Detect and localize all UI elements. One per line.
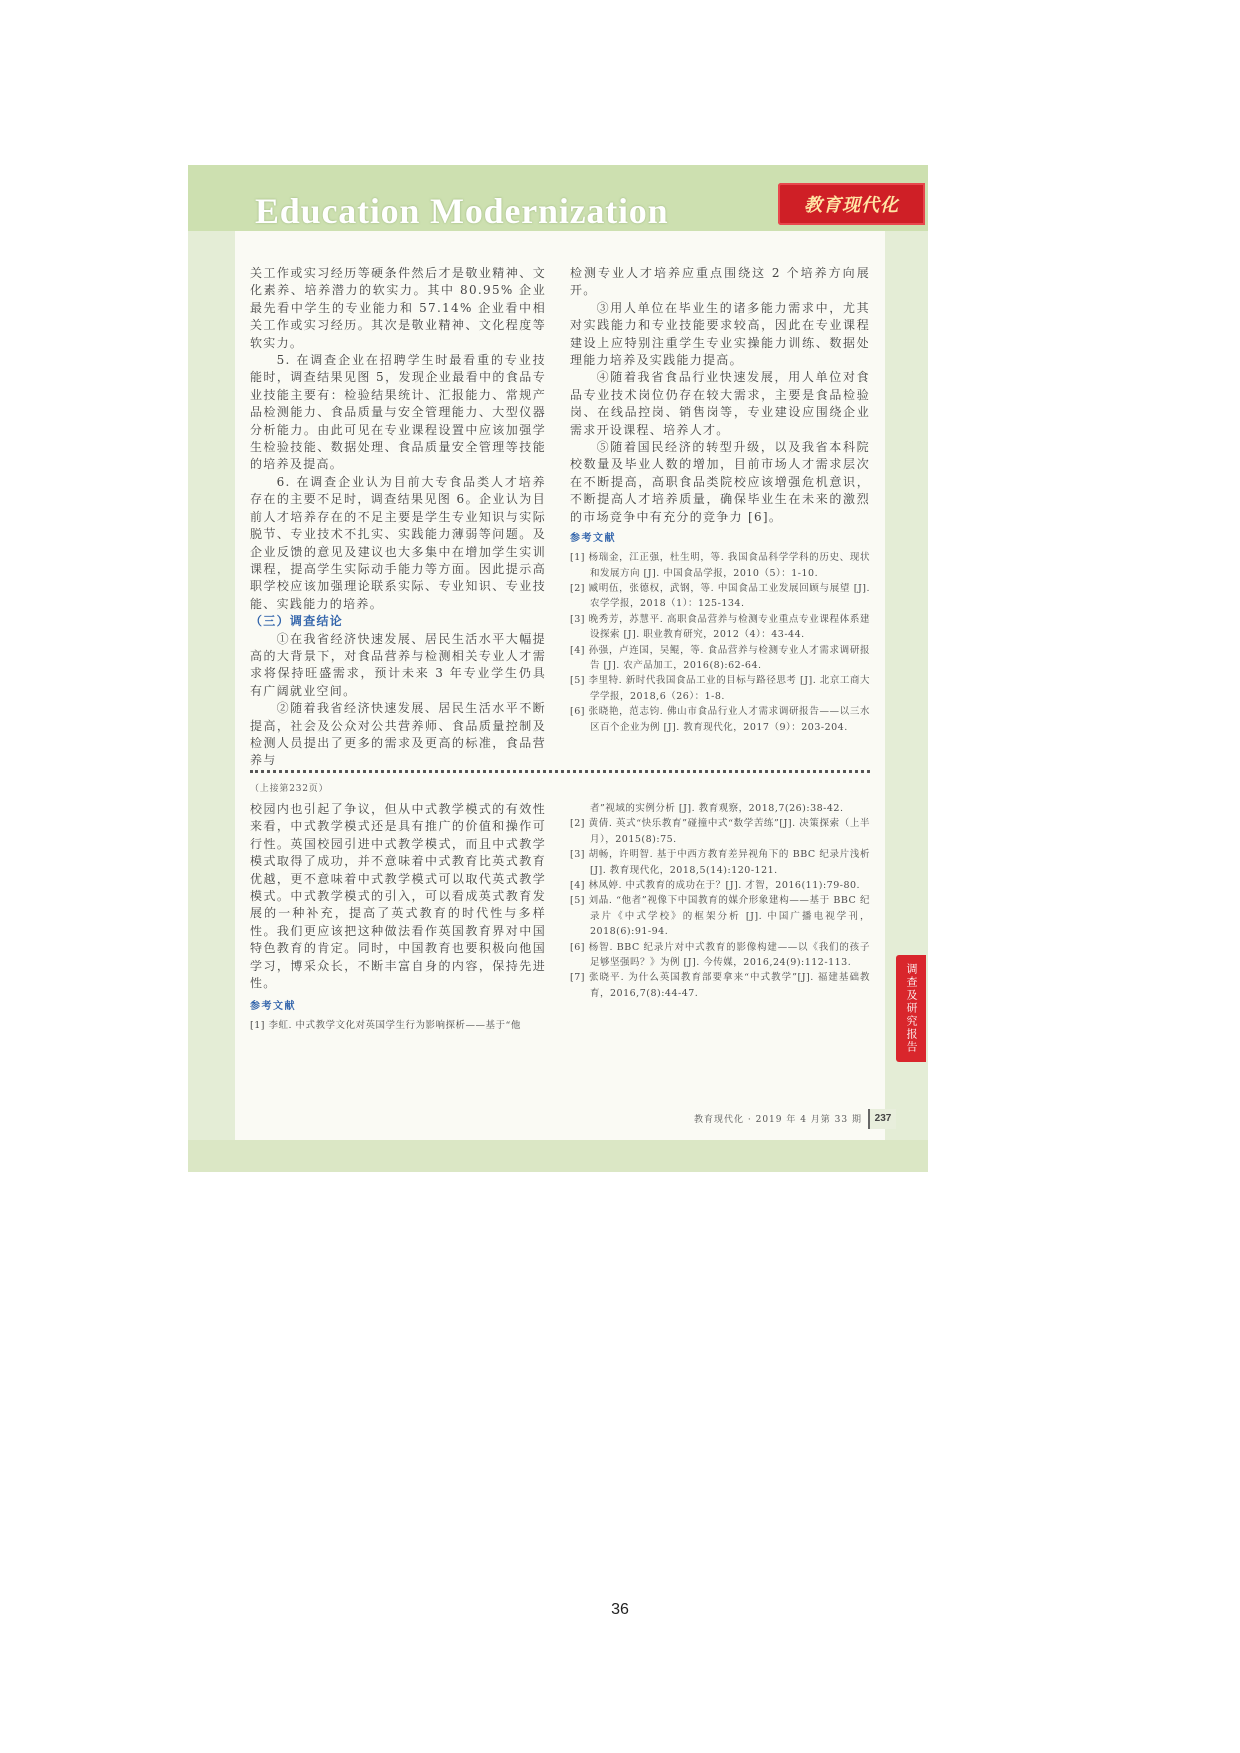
journal-page-number: 237: [868, 1109, 896, 1129]
upper-left-column: [250, 265, 546, 770]
paragraph: ⑤随着国民经济的转型升级，以及我省本科院校数量及毕业人数的增加，目前市场人才需求层次在不断提高，高职食品类院校应该增强危机意识，不断提高人才培养质量，确保毕业生在未来的激烈的市场竞争中有充分的竞争力 [6]。: [570, 440, 870, 524]
journal-logo-badge: [778, 183, 925, 225]
footer-journal-issue: 教育现代化 · 2019 年 4 月第 33 期: [694, 1115, 862, 1125]
reference-item: [6] 杨智. BBC 纪录片对中式教育的影像构建——以《我们的孩子足够坚强吗？》为例 [J]. 今传媒，2016,24(9):112-113.: [570, 941, 870, 969]
continued-from-label: （上接第232页）: [250, 784, 329, 794]
reference-item: [4] 林凤婷. 中式教育的成功在于？[J]. 才智，2016(11):79-80.: [570, 880, 861, 892]
paragraph: ②随着我省经济快速发展、居民生活水平不断提高，社会及公众对公共营养师、食品质量控制及检测人员提出了更多的需求及更高的标准，食品营养与: [250, 701, 546, 768]
reference-item: [6] 张晓艳，范志钧. 佛山市食品行业人才需求调研报告——以三水区百个企业为例 [J]. 教育现代化，2017（9）：203-204.: [570, 706, 870, 733]
references-heading: 参考文献: [570, 533, 616, 545]
paragraph: ①在我省经济快速发展、居民生活水平大幅提高的大背景下，对食品营养与检测相关专业人才需求将保持旺盛需求，预计未来 3 年专业学生仍具有广阔就业空间。: [250, 631, 546, 698]
lower-right-column: [570, 801, 870, 1001]
paragraph: 5. 在调查企业在招聘学生时最看重的专业技能时，调查结果见图 5，发现企业最看中的食品专业技能主要有：检验结果统计、汇报能力、常规产品检测能力、食品质量与安全管理能力、大型仪器分析能力。由此可见在专业课程设置中应该加强学生检验技能、数据处理、食品质量安全管理等技能的培养及提高。: [250, 353, 546, 472]
reference-item: [4] 孙强，卢连国，吴鲲，等. 食品营养与检测专业人才需求调研报告 [J]. 农产品加工，2016(8):62-64.: [570, 644, 870, 671]
section-side-tab: [896, 955, 926, 1062]
paragraph: ③用人单位在毕业生的诸多能力需求中，尤其对实践能力和专业技能要求较高，因此在专业课程建设上应特别注重学生专业实操能力训练、数据处理能力培养及实践能力提高。: [570, 300, 870, 368]
paragraph: 校园内也引起了争议，但从中式教学模式的有效性来看，中式教学模式还是具有推广的价值和操作可行性。英国校园引进中式教学模式，而且中式教学模式取得了成功，并不意味着中式教育比英式教育优越，更不意味着中式教学模式可以取代英式教学模式。中式教学模式的引入，可以看成英式教育发展的一种补充，提高了英式教育的时代性与多样性。我们更应该把这种做法看作英国教育界对中国特色教育的肯定。同时，中国教育也要积极向他国学习，博采众长，不断丰富自身的内容，保持先进性。: [250, 802, 546, 991]
references-heading: 参考文献: [250, 1001, 296, 1013]
reference-item: [1] 杨瑞金，江正强，杜生明，等. 我国食品科学学科的历史、现状和发展方向 [J]. 中国食品学报，2010（5）：1-10.: [570, 552, 870, 579]
journal-title: Education Modernization: [255, 191, 669, 231]
bottom-band: [188, 1140, 928, 1172]
reference-item: [5] 刘晶. “他者”视像下中国教育的媒介形象建构——基于 BBC 纪录片《中式学校》的框架分析 [J]. 中国广播电视学刊，2018(6):91-94.: [570, 895, 870, 938]
reference-item: [5] 李里特. 新时代我国食品工业的目标与路径思考 [J]. 北京工商大学学报，2018,6（26）：1-8.: [570, 675, 870, 702]
section-heading: （三）调查结论: [250, 614, 344, 629]
reference-item: [7] 张晓平. 为什么英国教育部要拿来“中式教学”[J]. 福建基础教育，2016,7(8):44-47.: [570, 972, 870, 999]
upper-right-column: [570, 265, 870, 735]
side-tab-label: 调查及研究报告: [905, 963, 918, 1054]
sheet-page-number: 36: [611, 1601, 629, 1618]
paragraph: ④随着我省食品行业快速发展，用人单位对食品专业技术岗位仍存在较大需求，主要是食品检验岗、在线品控岗、销售岗等，专业建设应围绕企业需求开设课程、培养人才。: [570, 370, 870, 437]
paragraph: 6. 在调查企业认为目前大专食品类人才培养存在的主要不足时，调查结果见图 6。企业认为目前人才培养存在的不足主要是学生专业知识与实际脱节、专业技术不扎实、实践能力薄弱等问题。及企业反馈的意见及建议也大多集中在增加学生实训课程，提高学生实际动手能力等方面。因此提示高职学校应该加强理论联系实际、专业知识、专业技能、实践能力的培养。: [250, 474, 546, 611]
journal-logo-text: 教育现代化: [804, 195, 899, 216]
paragraph: 关工作或实习经历等硬条件然后才是敬业精神、文化素养、培养潜力的软实力。其中 80.95% 企业最先看中学生的专业能力和 57.14% 企业看中相关工作或实习经历。其次是敬业精神、文化程度等软实力。: [250, 266, 546, 350]
paragraph: 检测专业人才培养应重点围绕这 2 个培养方向展开。: [570, 266, 870, 298]
reference-item: [3] 晚秀芳，苏慧平. 高职食品营养与检测专业重点专业课程体系建设探索 [J]. 职业教育研究，2012（4）：43-44.: [570, 613, 870, 641]
scanned-journal-page: [188, 165, 928, 1172]
reference-item: [1] 李虹. 中式教学文化对英国学生行为影响探析——基于“他: [250, 1020, 521, 1032]
reference-item: [3] 胡畅，许明智. 基于中西方教育差异视角下的 BBC 纪录片浅析 [J]. 教育现代化，2018,5(14):120-121.: [570, 849, 870, 876]
reference-item: [2] 臧明伍，张德权，武钢，等. 中国食品工业发展回顾与展望 [J]. 农学学报，2018（1）：125-134.: [570, 582, 870, 610]
lower-left-column: [250, 801, 546, 1034]
reference-item-continued: 者”视域的实例分析 [J]. 教育观察，2018,7(26):38-42.: [590, 803, 844, 814]
reference-item: [2] 黄倩. 英式“快乐教育”碰撞中式“数学苦练”[J]. 决策探索（上半月），2015(8):75.: [570, 818, 870, 845]
dotted-separator: [250, 770, 870, 773]
